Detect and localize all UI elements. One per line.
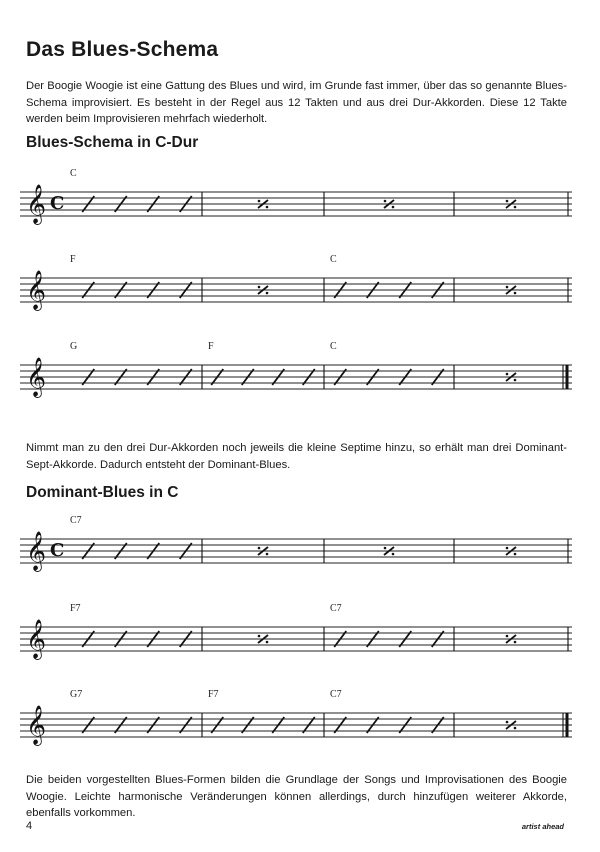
repeat-dot <box>506 547 509 550</box>
repeat-dot <box>514 206 517 209</box>
dominant-explanation-paragraph: Nimmt man zu den drei Dur-Akkorden noch jeweils die kleine Septime hinzu, so erhält man drei Dominant-Sept-Akkorde. Dadurch entsteht der Dominant-Blues. <box>26 442 567 471</box>
repeat-dot <box>514 727 517 730</box>
repeat-dot <box>514 292 517 295</box>
treble-clef-icon: 𝄞 <box>26 270 47 310</box>
music-staff-2 <box>20 254 572 314</box>
chord-symbol: C7 <box>330 689 342 700</box>
intro-paragraph: Der Boogie Woogie ist eine Gattung des Blues und wird, im Grunde fast immer, über das so genannte Blues-Schema improvisiert. Es besteht in der Regel aus 12 Takten und aus drei Dur-Akkorden. Diese 12 Takte werden beim Improvisieren mehrfach wiederholt. <box>26 80 567 125</box>
chord-symbol: F <box>70 254 76 265</box>
repeat-dot <box>258 286 261 289</box>
music-staff-6 <box>20 689 572 749</box>
closing-paragraph: Die beiden vorgestellten Blues-Formen bilden die Grundlage der Songs und Improvisationen des Boogie Woogie. Leichte harmonische Veränderungen können allerdings, durch hinzufügen weiterer Akkorde, ebenfalls vorkommen. <box>26 774 567 819</box>
treble-clef-icon: 𝄞 <box>26 357 47 397</box>
chord-symbol: G <box>70 341 78 352</box>
final-barline-thick <box>566 713 569 737</box>
chord-symbol: C7 <box>70 515 82 526</box>
chord-symbol: F7 <box>70 603 81 614</box>
treble-clef-icon: 𝄞 <box>26 705 47 745</box>
repeat-dot <box>384 200 387 203</box>
page-title: Das Blues-Schema <box>26 38 219 61</box>
section-heading-dominant-blues: Dominant-Blues in C <box>26 484 179 501</box>
music-staff-5 <box>20 603 572 663</box>
repeat-dot <box>514 641 517 644</box>
repeat-dot <box>258 547 261 550</box>
repeat-dot <box>506 635 509 638</box>
repeat-dot <box>266 206 269 209</box>
repeat-dot <box>506 373 509 376</box>
time-signature: C <box>50 540 65 561</box>
treble-clef-icon: 𝄞 <box>26 531 47 571</box>
chord-symbol: F7 <box>208 689 219 700</box>
repeat-dot <box>266 641 269 644</box>
chord-symbol: C7 <box>330 603 342 614</box>
final-barline-thick <box>566 365 569 389</box>
page-number: 4 <box>26 820 33 832</box>
music-staff-1 <box>20 168 572 228</box>
repeat-dot <box>506 200 509 203</box>
time-signature: C <box>50 193 65 214</box>
music-staff-3 <box>20 341 572 401</box>
repeat-dot <box>266 553 269 556</box>
repeat-dot <box>506 721 509 724</box>
chord-symbol: C <box>330 341 337 352</box>
repeat-dot <box>384 547 387 550</box>
chord-symbol: C <box>330 254 337 265</box>
brand-logo: artist ahead <box>521 822 564 831</box>
chord-symbol: G7 <box>70 689 83 700</box>
repeat-dot <box>258 200 261 203</box>
treble-clef-icon: 𝄞 <box>26 184 47 224</box>
music-staff-4 <box>20 515 572 575</box>
repeat-dot <box>392 553 395 556</box>
repeat-dot <box>506 286 509 289</box>
chord-symbol: F <box>208 341 214 352</box>
repeat-dot <box>266 292 269 295</box>
repeat-dot <box>514 379 517 382</box>
treble-clef-icon: 𝄞 <box>26 619 47 659</box>
repeat-dot <box>392 206 395 209</box>
section-heading-blues-schema: Blues-Schema in C-Dur <box>26 134 199 151</box>
chord-symbol: C <box>70 168 77 179</box>
repeat-dot <box>258 635 261 638</box>
repeat-dot <box>514 553 517 556</box>
